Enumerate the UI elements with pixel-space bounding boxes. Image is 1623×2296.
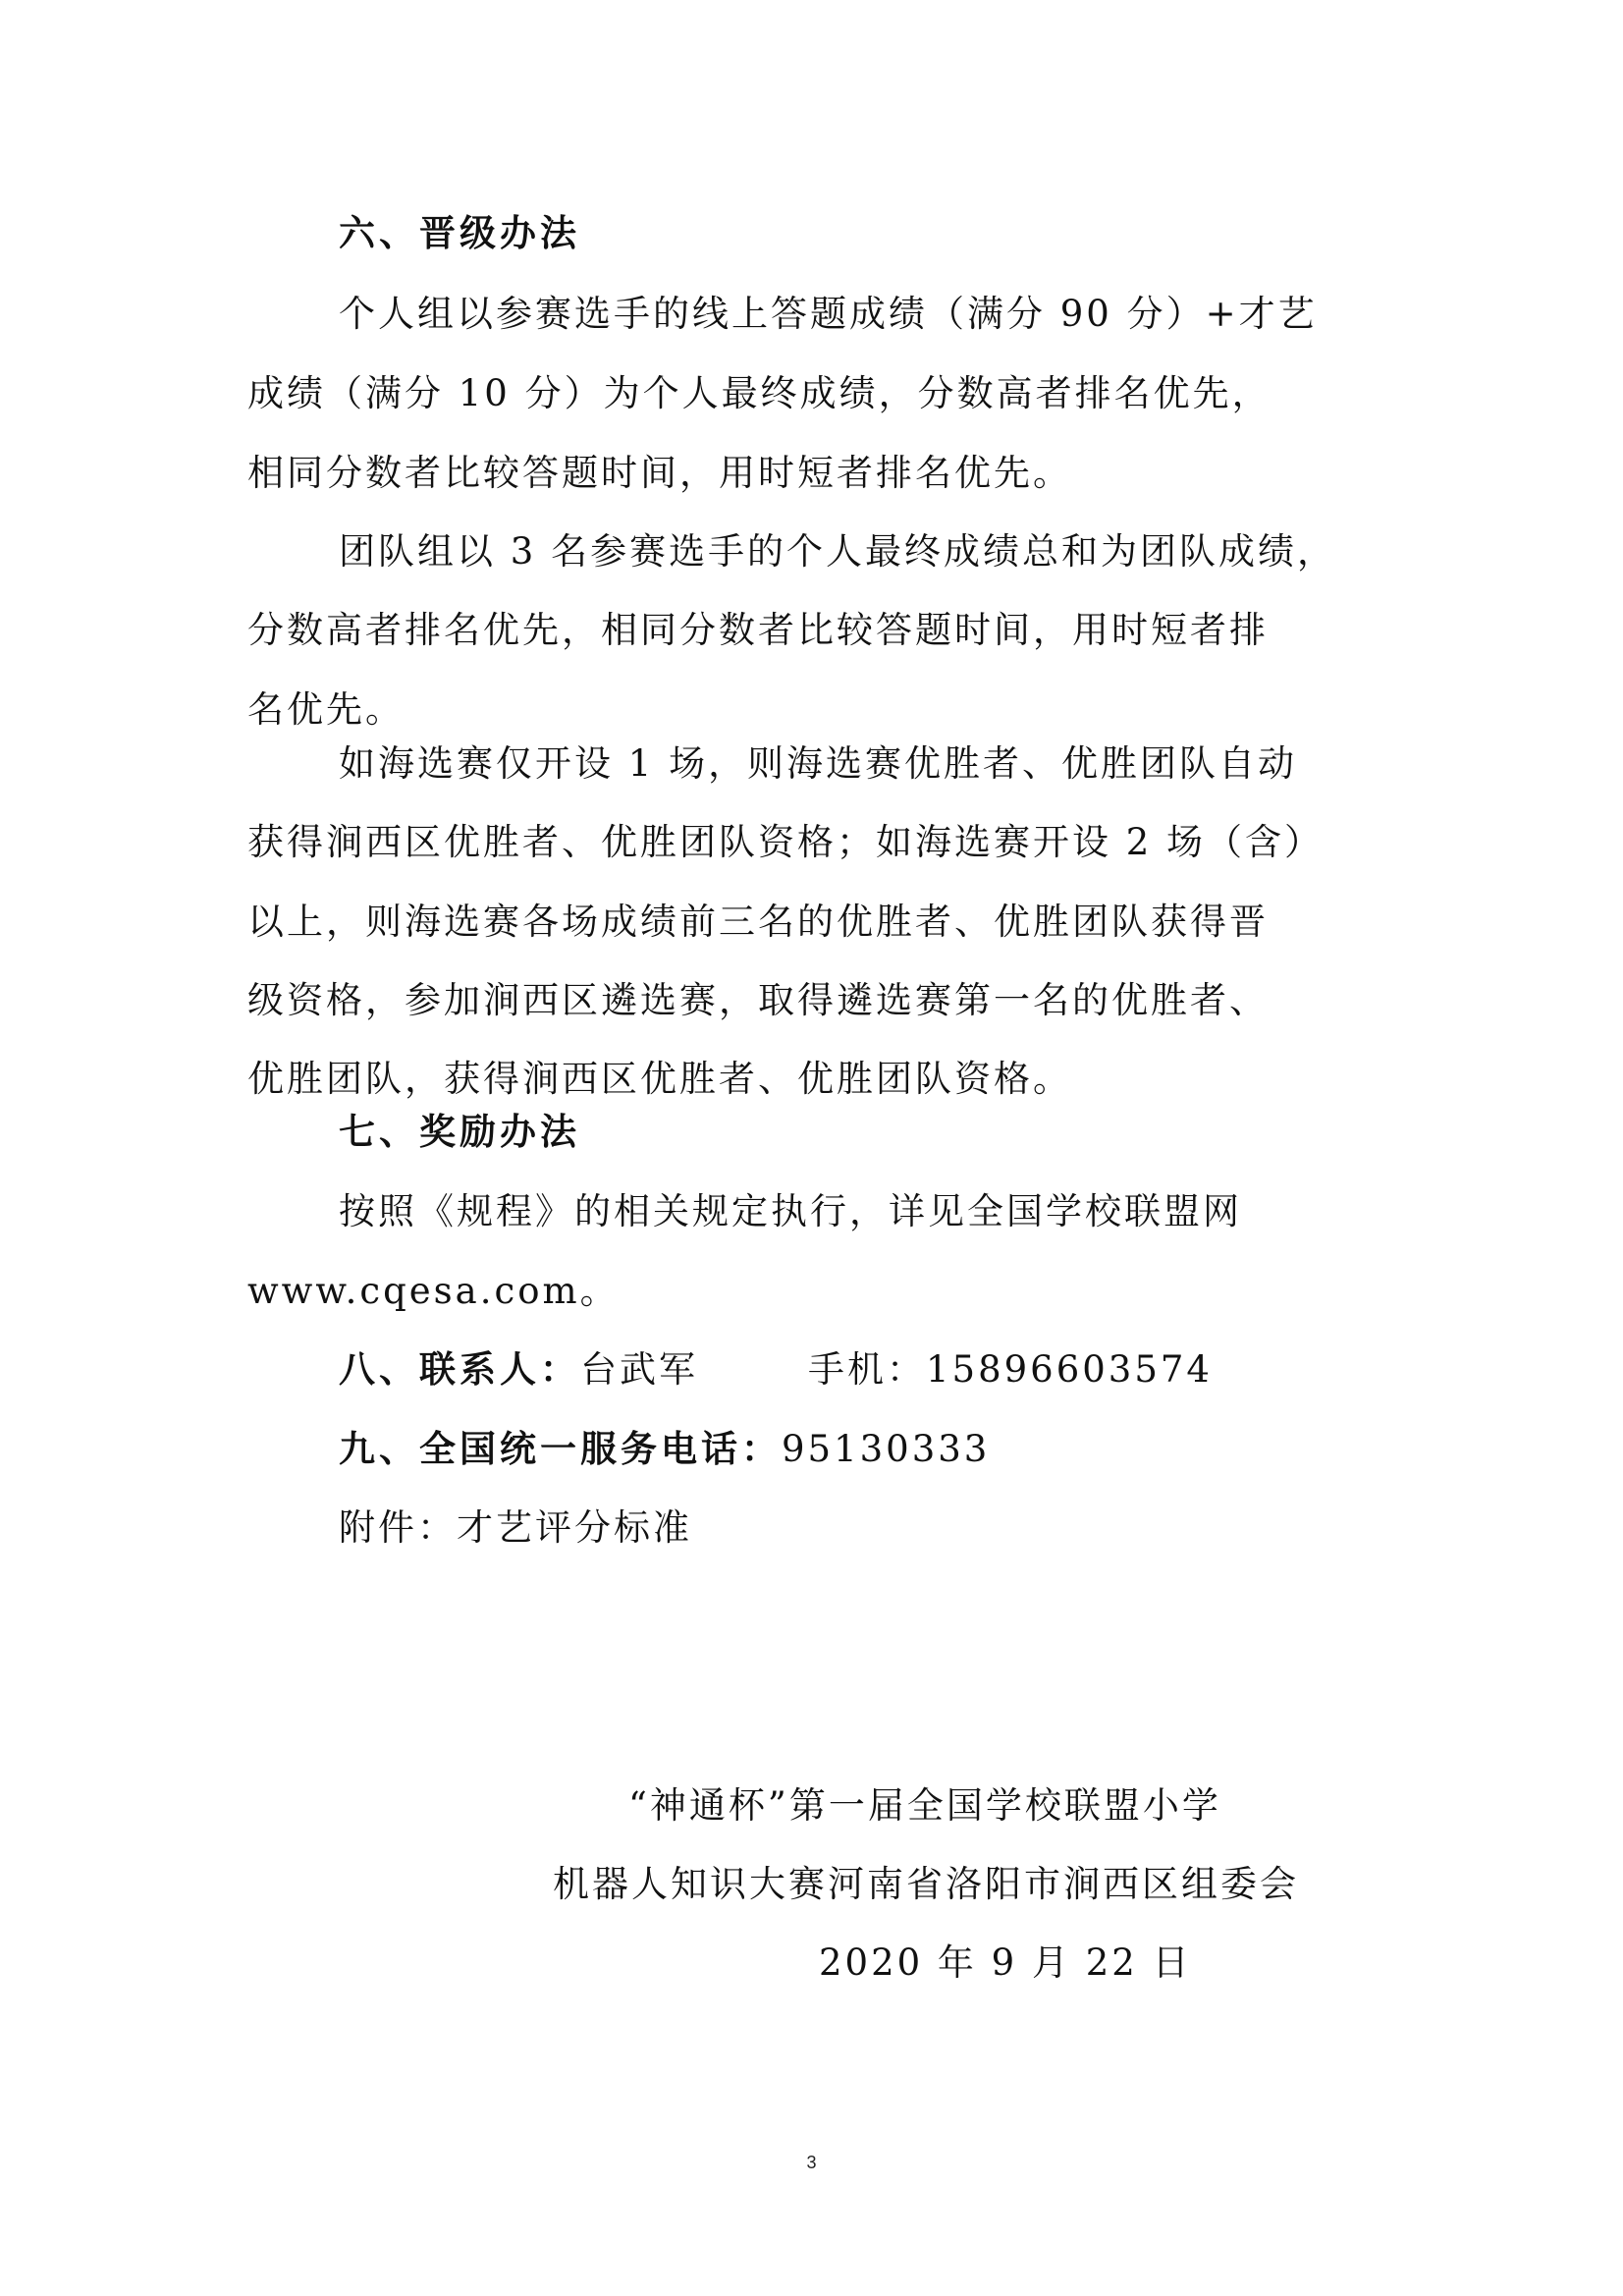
section6-p3-line4: 级资格，参加涧西区遴选赛，取得遴选赛第一名的优胜者、 (247, 979, 1269, 1021)
contact-phone: 15896603574 (926, 1348, 1213, 1391)
section9-label: 九、全国统一服务电话： (339, 1428, 782, 1470)
section7-heading: 七、奖励办法 (339, 1111, 580, 1153)
section6-p1-line3: 相同分数者比较答题时间，用时短者排名优先。 (247, 452, 1072, 494)
attachment-note: 附件：才艺评分标准 (339, 1506, 692, 1549)
section6-p2-line2: 分数高者排名优先，相同分数者比较答题时间，用时短者排 (247, 609, 1269, 651)
section7-website: www.cqesa.com。 (247, 1270, 620, 1312)
section8-label: 八、联系人： (339, 1348, 580, 1391)
section6-p2-line3: 名优先。 (247, 688, 405, 731)
section9-service (339, 1424, 1478, 1475)
section7-p1-line1: 按照《规程》的相关规定执行，详见全国学校联盟网 (339, 1190, 1242, 1232)
section6-heading: 六、晋级办法 (339, 212, 580, 254)
section6-p3-line3: 以上，则海选赛各场成绩前三名的优胜者、优胜团队获得晋 (247, 901, 1269, 943)
signature-date: 2020 年 9 月 22 日 (819, 1941, 1192, 1984)
section6-p1-line2: 成绩（满分 10 分）为个人最终成绩，分数高者排名优先， (247, 372, 1271, 414)
page-number: 3 (806, 2153, 817, 2172)
section6-p1-line1: 个人组以参赛选手的线上答题成绩（满分 90 分）+才艺 (339, 293, 1318, 335)
section6-p2-line1: 团队组以 3 名参赛选手的个人最终成绩总和为团队成绩， (339, 530, 1337, 573)
signature-line2: 机器人知识大赛河南省洛阳市涧西区组委会 (553, 1863, 1299, 1905)
signature-line1: “神通杯”第一届全国学校联盟小学 (628, 1784, 1221, 1827)
section6-p3-line2: 获得涧西区优胜者、优胜团队资格；如海选赛开设 2 场（含） (247, 821, 1325, 863)
contact-name: 台武军 (580, 1348, 698, 1391)
section6-p3-line5: 优胜团队，获得涧西区优胜者、优胜团队资格。 (247, 1058, 1072, 1100)
service-phone: 95130333 (782, 1428, 991, 1470)
section8-contact (339, 1344, 1478, 1395)
section6-p3-line1: 如海选赛仅开设 1 场，则海选赛优胜者、优胜团队自动 (339, 742, 1298, 785)
phone-label: 手机： (808, 1348, 926, 1391)
